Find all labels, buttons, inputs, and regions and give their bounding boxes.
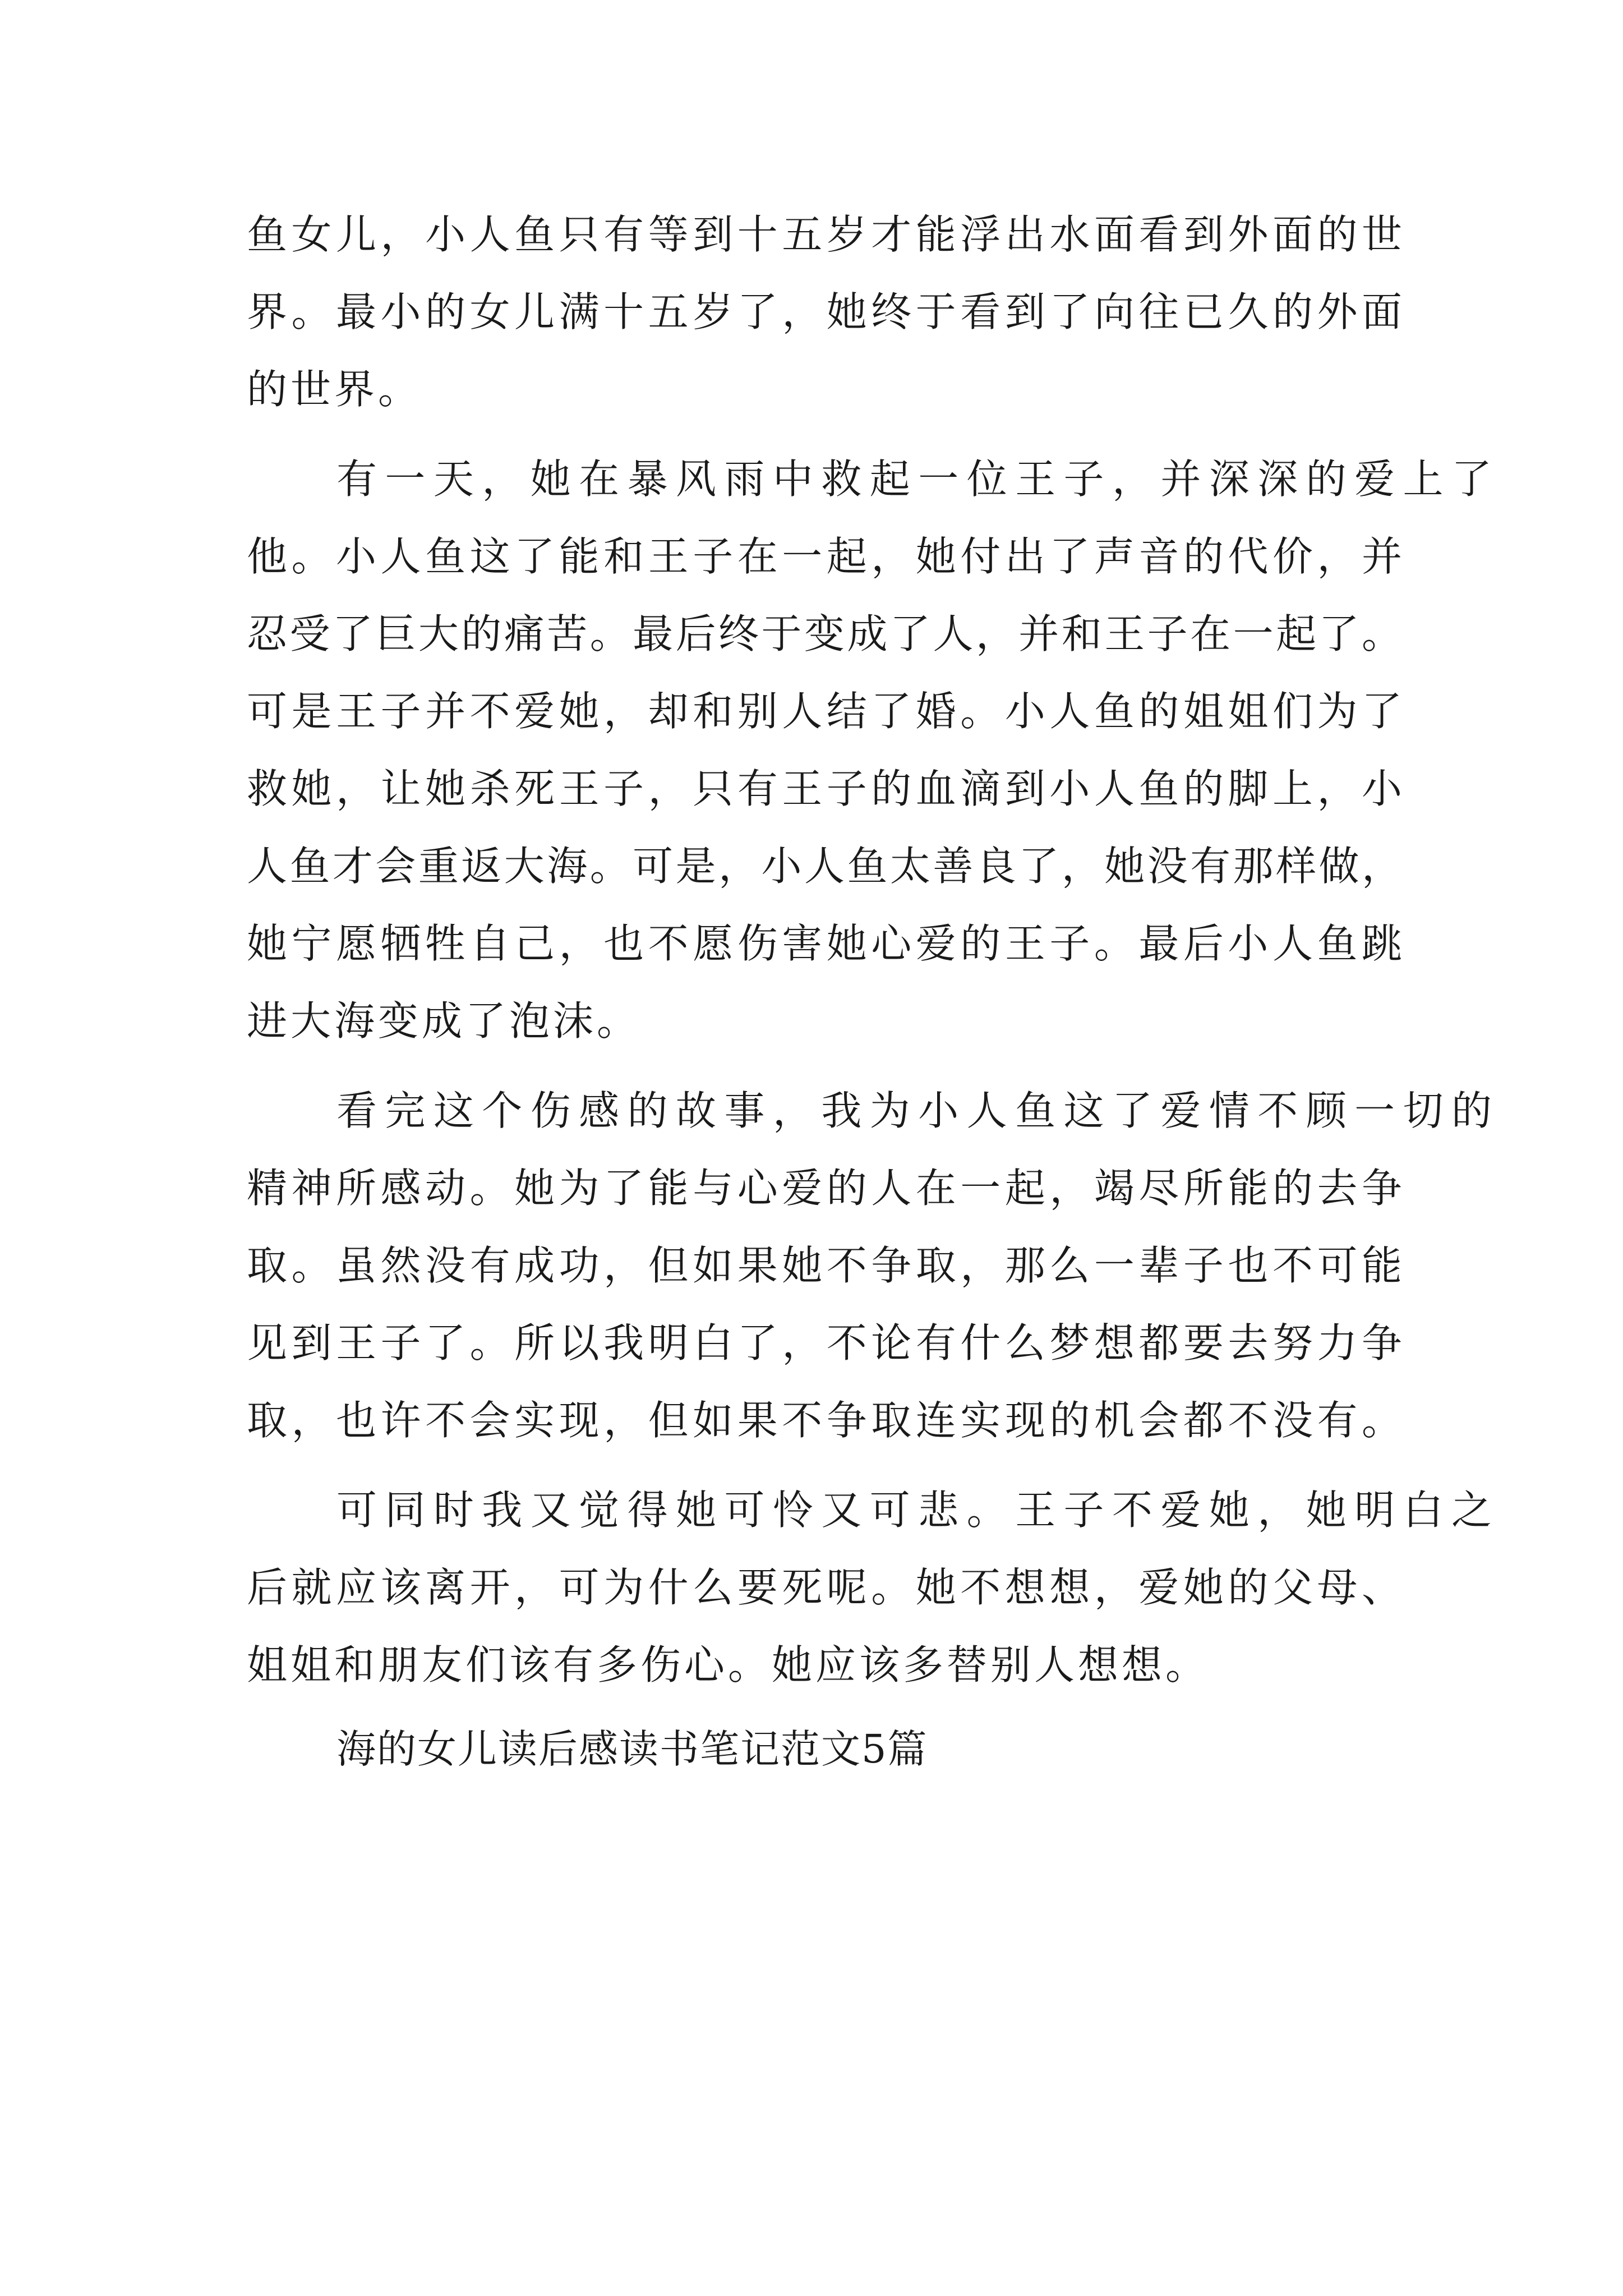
text-line: 鱼女儿，小人鱼只有等到十五岁才能浮出水面看到外面的世 xyxy=(247,211,1402,258)
text-line: 救她，让她杀死王子，只有王子的血滴到小人鱼的脚上，小 xyxy=(247,765,1402,812)
text-line: 忍受了巨大的痛苦。最后终于变成了人，并和王子在一起了。 xyxy=(247,610,1402,657)
text-line: 姐姐和朋友们该有多伤心。她应该多替别人想想。 xyxy=(247,1641,1210,1688)
paragraph-first-line: 看完这个伤感的故事，我为小人鱼这了爱情不顾一切的 xyxy=(336,1087,1492,1134)
text-line: 的世界。 xyxy=(247,366,422,413)
text-line: 取，也许不会实现，但如果不争取连实现的机会都不没有。 xyxy=(247,1397,1402,1444)
text-line: 精神所感动。她为了能与心爱的人在一起，竭尽所能的去争 xyxy=(247,1165,1402,1212)
article-title: 海的女儿读后感读书笔记范文5篇 xyxy=(336,1726,928,1772)
text-line: 她宁愿牺牲自己，也不愿伤害她心爱的王子。最后小人鱼跳 xyxy=(247,920,1402,967)
paragraph-first-line: 有一天，她在暴风雨中救起一位王子，并深深的爱上了 xyxy=(336,455,1492,503)
text-line: 后就应该离开，可为什么要死呢。她不想想，爱她的父母、 xyxy=(247,1564,1402,1611)
text-line: 人鱼才会重返大海。可是，小人鱼太善良了，她没有那样做， xyxy=(247,843,1402,890)
text-line: 取。虽然没有成功，但如果她不争取，那么一辈子也不可能 xyxy=(247,1242,1402,1289)
text-line: 可是王子并不爱她，却和别人结了婚。小人鱼的姐姐们为了 xyxy=(247,688,1402,735)
text-line: 他。小人鱼这了能和王子在一起，她付出了声音的代价，并 xyxy=(247,533,1402,580)
text-line: 见到王子了。所以我明白了，不论有什么梦想都要去努力争 xyxy=(247,1319,1402,1366)
text-line: 进大海变成了泡沫。 xyxy=(247,997,641,1045)
text-line: 界。最小的女儿满十五岁了，她终于看到了向往已久的外面 xyxy=(247,288,1402,335)
paragraph-first-line: 可同时我又觉得她可怜又可悲。王子不爱她，她明白之 xyxy=(336,1487,1492,1534)
